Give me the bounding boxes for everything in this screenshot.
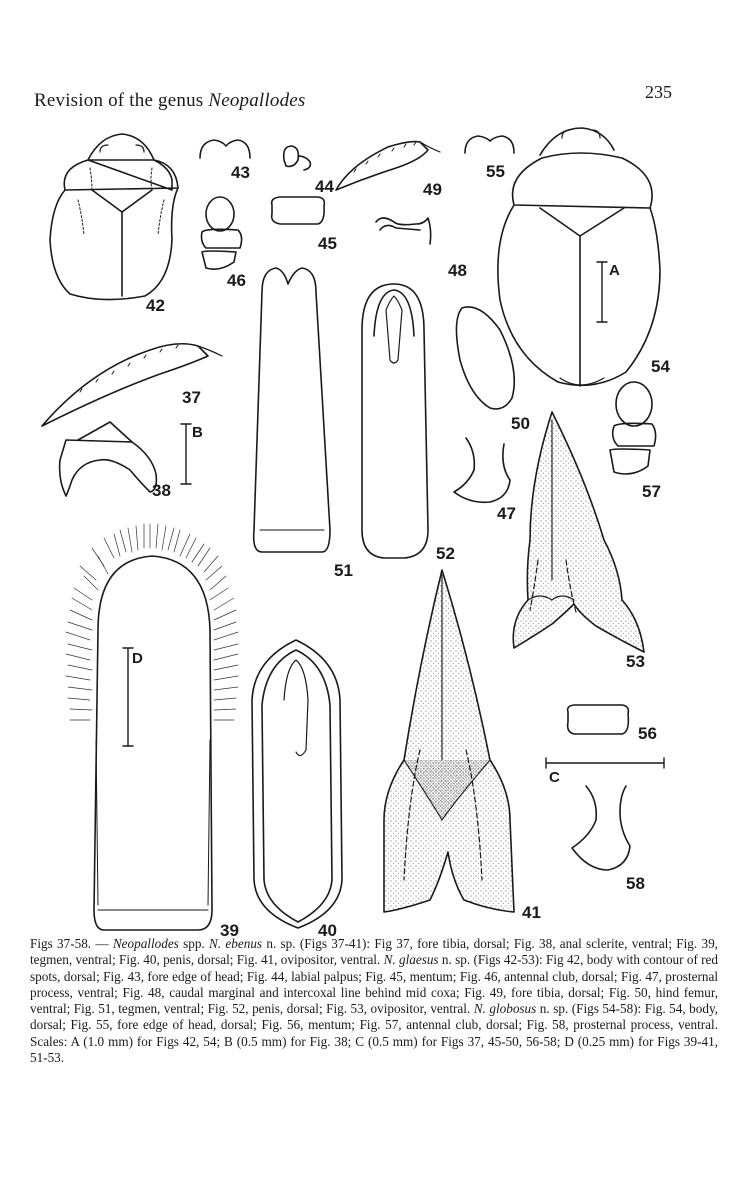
caption-text-2: n. sp. (Figs 37-41): Fig 37, fore tibia, dorsal; Fig. 38, anal sclerite, ventral; Fig. 39, tegmen, ventral; Fig. 40, penis, dorsal; Fig. 41, ovipositor, ventral.: [30, 936, 718, 968]
fig-40-label: 40: [318, 921, 337, 940]
fig-51-label: 51: [334, 561, 353, 580]
caption-lead: Figs 37-58. —: [30, 936, 113, 951]
fig-50-label: 50: [511, 414, 530, 433]
fig-52-label: 52: [436, 544, 455, 563]
caption-species-2: N. glaesus: [383, 952, 439, 968]
caption-species-1: N. ebenus: [209, 936, 263, 951]
fig-38-label: 38: [152, 481, 171, 500]
scale-label-a: A: [609, 262, 620, 279]
figure-caption: [30, 936, 718, 1066]
caption-text-3: n. sp. (Figs 42-53): Fig 42, body with contour of red spots, dorsal; Fig. 43, fore edge of head; Fig. 44, labial palpus; Fig. 45, mentum; Fig. 46, antennal club, dorsal; Fig. 47, prosternal process, ventral; Fig. 48, caudal marginal and intercoxal line behind mid coxa; Fig. 49, fore tibia, dorsal; Fig. 50, hind femur, ventral; Fig. 51, tegmen, ventral; Fig. 52, penis, dorsal; Fig. 53, ovipositor, ventral.: [30, 952, 718, 1017]
fig-56-drawing: [568, 705, 629, 734]
scale-bar-c: [546, 758, 664, 768]
fig-43-label: 43: [231, 163, 250, 182]
fig-57-label: 57: [642, 482, 661, 501]
scale-label-b: B: [192, 424, 203, 441]
fig-41-label: 41: [522, 903, 541, 922]
caption-text-1: spp.: [178, 936, 210, 951]
caption-text-4: n. sp. (Figs 54-58): Fig. 54, body, dorsal; Fig. 55, fore edge of head, dorsal; Fig. 56, mentum; Fig. 57, antennal club, dorsal; Fig. 58, prosternal process, ventral. Scales: A (1.0 mm) for Figs 42, 54; B (0.5 mm) for Fig. 38; C (0.5 mm) for Figs 37, 45-50, 56-58; D (0.25 mm) for Figs 39-41, 51-53.: [30, 1001, 718, 1066]
fig-50-drawing: [456, 307, 514, 409]
fig-55-drawing: [465, 136, 514, 153]
fig-46-label: 46: [227, 271, 246, 290]
fig-42-label: 42: [146, 296, 165, 315]
fig-55-label: 55: [486, 162, 505, 181]
fig-38-drawing: [60, 422, 157, 496]
fig-46-drawing: [202, 197, 242, 269]
fig-37-label: 37: [182, 388, 201, 407]
running-title: Revision of the genus: [34, 90, 209, 111]
fig-48-drawing: [376, 218, 431, 244]
scale-bar-b: [181, 424, 191, 484]
fig-43-drawing: [200, 140, 250, 158]
caption-species-3: N. globosus: [473, 1001, 537, 1017]
fig-39-drawing: [66, 524, 238, 930]
scale-label-d: D: [132, 650, 143, 667]
fig-58-drawing: [572, 786, 630, 870]
scale-label-c: C: [549, 769, 560, 786]
scale-bar-a: [597, 262, 607, 322]
fig-53-label: 53: [626, 652, 645, 671]
fig-45-drawing: [272, 197, 325, 224]
fig-40-drawing: [252, 640, 342, 928]
fig-53-drawing: [513, 412, 644, 652]
fig-37-drawing: [42, 344, 222, 426]
caption-genus: Neopallodes: [112, 936, 179, 951]
fig-44-label: 44: [315, 177, 334, 196]
fig-54-label: 54: [651, 357, 670, 376]
fig-48-label: 48: [448, 261, 467, 280]
page-number: 235: [645, 82, 672, 102]
running-title-genus: Neopallodes: [208, 90, 306, 111]
fig-52-drawing: [362, 284, 428, 558]
fig-39-label: 39: [220, 921, 239, 940]
fig-56-label: 56: [638, 724, 657, 743]
fig-44-drawing: [284, 146, 311, 170]
fig-49-label: 49: [423, 180, 442, 199]
fig-51-drawing: [254, 268, 330, 552]
fig-47-drawing: [454, 438, 510, 502]
fig-41-drawing: [384, 570, 514, 912]
fig-45-label: 45: [318, 234, 337, 253]
fig-57-drawing: [610, 382, 656, 474]
fig-54-body-drawing: [498, 128, 660, 386]
fig-42-body-drawing: [50, 134, 178, 300]
fig-47-label: 47: [497, 504, 516, 523]
fig-58-label: 58: [626, 874, 645, 893]
